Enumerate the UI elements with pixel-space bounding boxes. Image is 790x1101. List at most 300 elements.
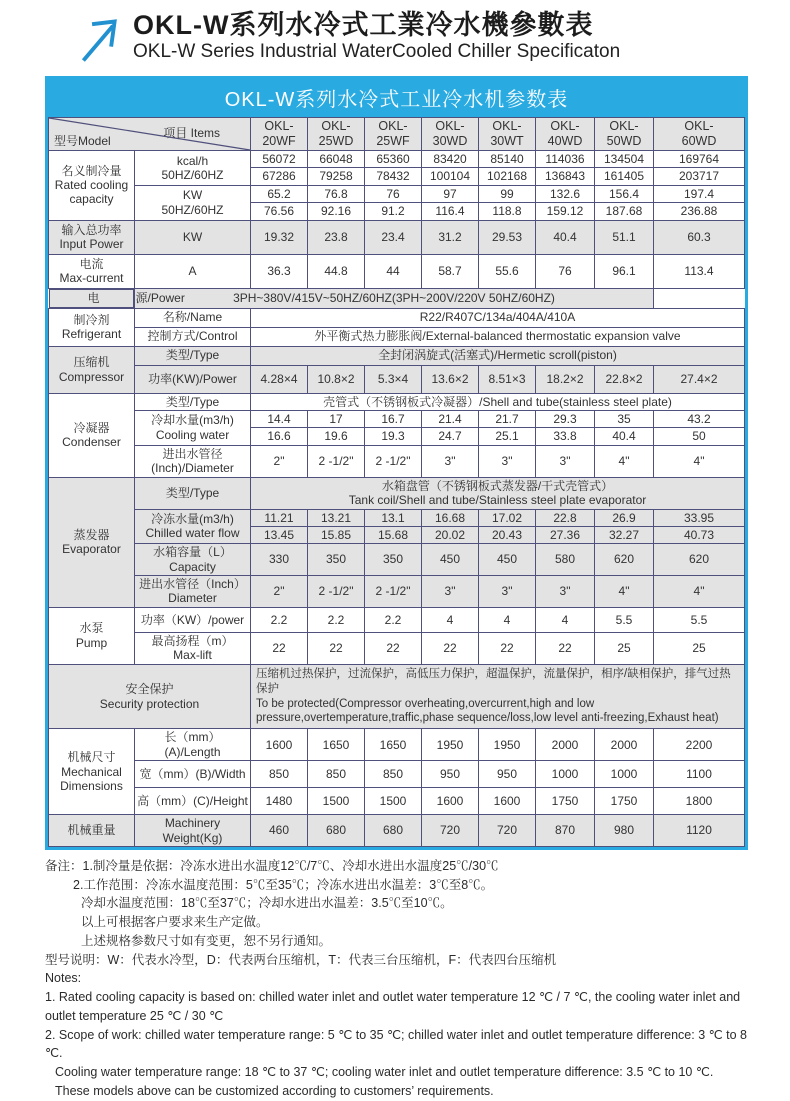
value-cell: 79258 bbox=[308, 168, 365, 185]
doc-title-english: OKL-W Series Industrial WaterCooled Chiller Specificaton bbox=[133, 41, 621, 63]
label-line2: (Inch)/Diameter bbox=[151, 461, 234, 476]
model-line2: 30WT bbox=[490, 134, 524, 148]
value-cell: 25 bbox=[654, 632, 745, 664]
group-label-cn: 制冷剂 bbox=[73, 312, 110, 327]
value-cell: 1750 bbox=[536, 788, 595, 815]
value-cell: 680 bbox=[365, 815, 422, 847]
power-supply-value: 3PH~380V/415V~50HZ/60HZ(3PH~200V/220V 50HZ/60HZ) bbox=[135, 288, 654, 308]
value-cell: 680 bbox=[308, 815, 365, 847]
value-cell: 197.4 bbox=[654, 185, 745, 202]
value-cell: 76.56 bbox=[251, 203, 308, 220]
value-cell: 56072 bbox=[251, 151, 308, 168]
value-cell: 850 bbox=[365, 761, 422, 788]
value-cell: 22 bbox=[479, 632, 536, 664]
note-cn-4: 以上可根据客户要求来生产定做。 bbox=[81, 915, 269, 930]
value-cell: 136843 bbox=[536, 168, 595, 185]
note-cn-2: 2.工作范围：冷冻水温度范围：5℃至35℃；冷冻水进出水温差：3℃至8℃。 bbox=[73, 877, 494, 892]
note-cn-3: 冷却水温度范围：18℃至37℃；冷却水进出水温差：3.5℃至10℃。 bbox=[81, 896, 453, 911]
model-line1: OKL- bbox=[321, 119, 351, 133]
model-line2: 50WD bbox=[606, 134, 642, 148]
table-row bbox=[49, 393, 745, 410]
model-header bbox=[479, 118, 536, 151]
value-cell: 35 bbox=[595, 410, 654, 427]
table-row bbox=[49, 544, 745, 576]
value-cell: 50 bbox=[654, 428, 745, 445]
table-row bbox=[49, 664, 745, 729]
value-cell: 25.1 bbox=[479, 428, 536, 445]
value-cell: 4 bbox=[479, 607, 536, 632]
model-line1: OKL- bbox=[684, 119, 714, 133]
note-cn-5: 上述规格参数尺寸如有变更，恕不另行通知。 bbox=[81, 933, 332, 948]
model-header bbox=[251, 118, 308, 151]
group-condenser bbox=[49, 393, 135, 477]
value-cell: 2 -1/2" bbox=[308, 445, 365, 477]
value-cell: 27.4×2 bbox=[654, 365, 745, 393]
label-line2: Capacity bbox=[169, 559, 216, 574]
group-label-en: Mechanical Dimensions bbox=[60, 764, 123, 793]
label-refrigerant-name: 名称/Name bbox=[135, 308, 251, 327]
table-row bbox=[49, 365, 745, 393]
group-refrigerant bbox=[49, 308, 135, 346]
unit-label: KW bbox=[182, 188, 203, 203]
group-label-cn: 输入总功率 bbox=[61, 222, 122, 237]
value-cell: 2 -1/2" bbox=[365, 576, 422, 608]
table-row bbox=[49, 151, 745, 168]
label-max-lift bbox=[135, 632, 251, 664]
label-evaporator-pipe bbox=[135, 576, 251, 608]
value-cell: 450 bbox=[479, 544, 536, 576]
model-line2: 20WF bbox=[262, 134, 296, 148]
table-row bbox=[49, 346, 745, 365]
value-cell: 2200 bbox=[654, 729, 745, 761]
table-row bbox=[49, 788, 745, 815]
value-cell: 870 bbox=[536, 815, 595, 847]
value-cell: 44 bbox=[365, 254, 422, 288]
freq-label: 50HZ/60HZ bbox=[161, 167, 224, 182]
value-cell: 187.68 bbox=[595, 203, 654, 220]
table-row bbox=[49, 761, 745, 788]
value-cell: 40.4 bbox=[536, 220, 595, 254]
group-label-cn: 冷凝器 bbox=[73, 420, 110, 435]
label-compressor-power: 功率(KW)/Power bbox=[135, 365, 251, 393]
value-cell: 4" bbox=[595, 445, 654, 477]
note-cn-6: 型号说明：W：代表水冷型，D：代表两台压缩机，T：代表三台压缩机，F：代表四台压缩机 bbox=[45, 952, 557, 967]
table-row bbox=[49, 477, 745, 509]
value-cell: 33.95 bbox=[654, 509, 745, 526]
label-line1: 进出水管径 bbox=[162, 446, 223, 461]
value-cell: 58.7 bbox=[422, 254, 479, 288]
value-cell: 1500 bbox=[365, 788, 422, 815]
label-line1: 冷冻水量(m3/h) bbox=[151, 512, 234, 527]
value-cell: 5.5 bbox=[595, 607, 654, 632]
value-cell: 76.8 bbox=[308, 185, 365, 202]
group-label-cn: 蒸发器 bbox=[73, 527, 110, 542]
value-cell: 14.4 bbox=[251, 410, 308, 427]
label-kw bbox=[135, 185, 251, 220]
group-label-cn: 压缩机 bbox=[73, 355, 110, 370]
refrigerant-name-value: R22/R407C/134a/404A/410A bbox=[251, 308, 745, 327]
value-cell: 22 bbox=[536, 632, 595, 664]
value-cell: 16.7 bbox=[365, 410, 422, 427]
value-cell: 2 -1/2" bbox=[365, 445, 422, 477]
value-cell: 3" bbox=[479, 445, 536, 477]
value-cell: 4" bbox=[595, 576, 654, 608]
value-cell: 1600 bbox=[251, 729, 308, 761]
doc-titles bbox=[133, 10, 748, 64]
value-cell: 23.8 bbox=[308, 220, 365, 254]
type-value-cn: 水箱盘管（不锈钢板式蒸发器/干式壳管式） bbox=[381, 478, 614, 493]
table-row bbox=[49, 118, 745, 151]
model-line1: OKL- bbox=[435, 119, 465, 133]
group-label-cn: 水泵 bbox=[79, 621, 104, 636]
value-cell: 2.2 bbox=[308, 607, 365, 632]
value-cell: 19.3 bbox=[365, 428, 422, 445]
value-cell: 116.4 bbox=[422, 203, 479, 220]
label-line1: 冷却水量(m3/h) bbox=[151, 413, 234, 428]
value-cell: 1000 bbox=[595, 761, 654, 788]
label-condenser-type: 类型/Type bbox=[135, 393, 251, 410]
value-cell: 31.2 bbox=[422, 220, 479, 254]
value-cell: 99 bbox=[479, 185, 536, 202]
label-line1: 最高扬程（m） bbox=[151, 633, 234, 648]
group-label-en: Pump bbox=[75, 635, 108, 650]
model-line1: OKL- bbox=[550, 119, 580, 133]
table-row bbox=[49, 576, 745, 608]
value-cell: 950 bbox=[479, 761, 536, 788]
table-row bbox=[49, 410, 745, 427]
value-cell: 850 bbox=[308, 761, 365, 788]
value-cell: 19.6 bbox=[308, 428, 365, 445]
value-cell: 720 bbox=[479, 815, 536, 847]
value-cell: 118.8 bbox=[479, 203, 536, 220]
power-label-en: 源/Power bbox=[135, 290, 185, 305]
group-compressor bbox=[49, 346, 135, 393]
value-cell: 24.7 bbox=[422, 428, 479, 445]
corner-model-label: 型号Model bbox=[54, 133, 111, 148]
notes-section bbox=[45, 857, 748, 1101]
value-cell: 236.88 bbox=[654, 203, 745, 220]
label-refrigerant-control: 控制方式/Control bbox=[135, 327, 251, 346]
label-line2: Diameter bbox=[168, 591, 217, 606]
group-security-protection bbox=[49, 664, 251, 729]
evaporator-type-value bbox=[251, 477, 745, 509]
value-cell: 3" bbox=[479, 576, 536, 608]
table-row bbox=[49, 509, 745, 526]
label-evaporator-type: 类型/Type bbox=[135, 477, 251, 509]
value-cell: 11.21 bbox=[251, 509, 308, 526]
value-cell: 13.1 bbox=[365, 509, 422, 526]
value-cell: 13.21 bbox=[308, 509, 365, 526]
value-cell: 113.4 bbox=[654, 254, 745, 288]
value-cell: 460 bbox=[251, 815, 308, 847]
value-cell: 100104 bbox=[422, 168, 479, 185]
value-cell: 55.6 bbox=[479, 254, 536, 288]
value-cell: 3" bbox=[536, 576, 595, 608]
value-cell: 26.9 bbox=[595, 509, 654, 526]
table-row bbox=[49, 445, 745, 477]
label-line1: 水箱容量（L） bbox=[153, 545, 232, 560]
model-header bbox=[422, 118, 479, 151]
value-cell: 65360 bbox=[365, 151, 422, 168]
compressor-type-value: 全封闭涡旋式(活塞式)/Hermetic scroll(piston) bbox=[251, 346, 745, 365]
model-line2: 25WD bbox=[318, 134, 354, 148]
value-cell: 2000 bbox=[536, 729, 595, 761]
model-line1: OKL- bbox=[492, 119, 522, 133]
label-tank-capacity bbox=[135, 544, 251, 576]
value-cell: 2000 bbox=[595, 729, 654, 761]
value-cell: 156.4 bbox=[595, 185, 654, 202]
value-cell: 19.32 bbox=[251, 220, 308, 254]
model-line1: OKL- bbox=[378, 119, 408, 133]
table-row bbox=[49, 288, 745, 308]
value-cell: 36.3 bbox=[251, 254, 308, 288]
value-cell: 76 bbox=[536, 254, 595, 288]
group-label-cn: 名义制冷量 bbox=[61, 163, 122, 178]
group-label-en: Input Power bbox=[59, 237, 124, 252]
note-en-1: 1. Rated cooling capacity is based on: chilled water inlet and outlet water temperature 12 ℃ / 7 ℃, the cooling water inlet and outlet temperature 25 ℃ / 30 ℃ bbox=[45, 990, 741, 1023]
value-cell: 8.51×3 bbox=[479, 365, 536, 393]
model-header bbox=[365, 118, 422, 151]
group-label-en: Refrigerant bbox=[61, 327, 122, 342]
doc-header bbox=[45, 10, 748, 64]
value-cell: 51.1 bbox=[595, 220, 654, 254]
spec-table-frame bbox=[45, 76, 748, 850]
table-row bbox=[49, 815, 745, 847]
table-row bbox=[49, 632, 745, 664]
value-cell: 44.8 bbox=[308, 254, 365, 288]
condenser-type-value: 壳管式（不锈钢板式冷凝器）/Shell and tube(stainless steel plate) bbox=[251, 393, 745, 410]
group-mechanical-dimensions bbox=[49, 729, 135, 815]
label-condenser-pipe bbox=[135, 445, 251, 477]
value-cell: 65.2 bbox=[251, 185, 308, 202]
value-cell: 1500 bbox=[308, 788, 365, 815]
corner-cell bbox=[49, 118, 251, 151]
value-cell: 1000 bbox=[536, 761, 595, 788]
model-header bbox=[595, 118, 654, 151]
value-cell: 1120 bbox=[654, 815, 745, 847]
label-line1: 进出水管径（Inch） bbox=[139, 577, 246, 592]
value-cell: 22.8 bbox=[536, 509, 595, 526]
value-cell: 33.8 bbox=[536, 428, 595, 445]
security-text-en: To be protected(Compressor overheating,overcurrent,high and low pressure,overtemperature,traffic,phase sequence/loss,low level anti-freezing,Exhaust heat) bbox=[256, 697, 719, 725]
value-cell: 1800 bbox=[654, 788, 745, 815]
group-label-en: Evaporator bbox=[62, 542, 121, 557]
note-en-3: Cooling water temperature range: 18 ℃ to 37 ℃; cooling water inlet and outlet temperature difference: 3.5 ℃ to 10 ℃. bbox=[55, 1065, 714, 1080]
table-title-bar: OKL-W系列水冷式工业冷水机参数表 bbox=[48, 79, 745, 117]
value-cell: 4.28×4 bbox=[251, 365, 308, 393]
value-cell: 2.2 bbox=[365, 607, 422, 632]
value-cell: 5.3×4 bbox=[365, 365, 422, 393]
value-cell: 4 bbox=[422, 607, 479, 632]
freq-label: 50HZ/60HZ bbox=[161, 202, 224, 217]
value-cell: 17.02 bbox=[479, 509, 536, 526]
value-cell: 620 bbox=[595, 544, 654, 576]
note-en-0: Notes: bbox=[45, 971, 82, 986]
value-cell: 29.3 bbox=[536, 410, 595, 427]
label-cooling-water bbox=[135, 410, 251, 445]
value-cell: 17 bbox=[308, 410, 365, 427]
table-row bbox=[49, 185, 745, 202]
value-cell: 23.4 bbox=[365, 220, 422, 254]
label-compressor-type: 类型/Type bbox=[135, 346, 251, 365]
value-cell: 330 bbox=[251, 544, 308, 576]
value-cell: 4" bbox=[654, 445, 745, 477]
model-line2: 40WD bbox=[547, 134, 583, 148]
table-row bbox=[49, 308, 745, 327]
value-cell: 32.27 bbox=[595, 526, 654, 543]
group-label-en: Condenser bbox=[62, 435, 121, 450]
value-cell: 720 bbox=[422, 815, 479, 847]
table-row bbox=[49, 254, 745, 288]
value-cell: 22 bbox=[365, 632, 422, 664]
value-cell: 22 bbox=[422, 632, 479, 664]
value-cell: 85140 bbox=[479, 151, 536, 168]
value-cell: 1600 bbox=[422, 788, 479, 815]
value-cell: 1750 bbox=[595, 788, 654, 815]
table-row bbox=[49, 607, 745, 632]
group-input-power bbox=[49, 220, 135, 254]
note-en-2: 2. Scope of work: chilled water temperature range: 5 ℃ to 35 ℃; chilled water inlet and outlet temperature difference: 3 ℃ to 8 ℃. bbox=[45, 1027, 747, 1061]
value-cell: 92.16 bbox=[308, 203, 365, 220]
value-cell: 15.68 bbox=[365, 526, 422, 543]
value-cell: 2 -1/2" bbox=[308, 576, 365, 608]
value-cell: 97 bbox=[422, 185, 479, 202]
value-cell: 132.6 bbox=[536, 185, 595, 202]
label-weight: Machinery Weight(Kg) bbox=[135, 815, 251, 847]
table-row bbox=[49, 729, 745, 761]
model-line2: 25WF bbox=[376, 134, 410, 148]
label-line2: Cooling water bbox=[155, 427, 230, 442]
value-cell: 83420 bbox=[422, 151, 479, 168]
value-cell: 1100 bbox=[654, 761, 745, 788]
label-height: 高（mm）(C)/Height bbox=[135, 788, 251, 815]
label-line2: Chilled water flow bbox=[145, 526, 240, 541]
value-cell: 3" bbox=[536, 445, 595, 477]
security-protection-value bbox=[251, 664, 745, 729]
value-cell: 1650 bbox=[365, 729, 422, 761]
group-label-en: Max-current bbox=[59, 271, 124, 286]
value-cell: 1600 bbox=[479, 788, 536, 815]
model-header bbox=[654, 118, 745, 151]
label-width: 宽（mm）(B)/Width bbox=[135, 761, 251, 788]
doc-title-chinese: OKL-W系列水冷式工業冷水機參數表 bbox=[133, 10, 594, 40]
model-line2: 30WD bbox=[432, 134, 468, 148]
value-cell: 22.8×2 bbox=[595, 365, 654, 393]
value-cell: 114036 bbox=[536, 151, 595, 168]
value-cell: 15.85 bbox=[308, 526, 365, 543]
value-cell: 2" bbox=[251, 445, 308, 477]
group-label-en: Compressor bbox=[58, 369, 125, 384]
value-cell: 22 bbox=[251, 632, 308, 664]
group-machinery-weight: 机械重量 bbox=[49, 815, 135, 847]
value-cell: 1950 bbox=[479, 729, 536, 761]
label-unit-kw: KW bbox=[135, 220, 251, 254]
value-cell: 21.7 bbox=[479, 410, 536, 427]
model-line1: OKL- bbox=[264, 119, 294, 133]
unit-label: kcal/h bbox=[176, 153, 209, 168]
group-label-cn: 机械尺寸 bbox=[67, 750, 116, 765]
value-cell: 2" bbox=[251, 576, 308, 608]
label-line2: Max-lift bbox=[173, 648, 212, 663]
power-label-cn: 电 bbox=[87, 290, 100, 305]
group-label-cn: 安全保护 bbox=[125, 682, 174, 697]
value-cell: 450 bbox=[422, 544, 479, 576]
label-unit-a: A bbox=[135, 254, 251, 288]
refrigerant-control-value: 外平衡式热力膨胀阀/External-balanced thermostatic expansion valve bbox=[251, 327, 745, 346]
value-cell: 1650 bbox=[308, 729, 365, 761]
value-cell: 96.1 bbox=[595, 254, 654, 288]
model-line2: 60WD bbox=[681, 134, 717, 148]
value-cell: 1950 bbox=[422, 729, 479, 761]
group-pump bbox=[49, 607, 135, 664]
value-cell: 16.6 bbox=[251, 428, 308, 445]
value-cell: 20.02 bbox=[422, 526, 479, 543]
value-cell: 16.68 bbox=[422, 509, 479, 526]
value-cell: 21.4 bbox=[422, 410, 479, 427]
value-cell: 203717 bbox=[654, 168, 745, 185]
arrow-logo-icon bbox=[73, 12, 125, 64]
value-cell: 850 bbox=[251, 761, 308, 788]
type-value-en: Tank coil/Shell and tube/Stainless steel plate evaporator bbox=[348, 493, 647, 508]
value-cell: 3" bbox=[422, 576, 479, 608]
label-kcal bbox=[135, 151, 251, 186]
value-cell: 78432 bbox=[365, 168, 422, 185]
corner-items-label: 项目 Items bbox=[163, 126, 220, 140]
value-cell: 43.2 bbox=[654, 410, 745, 427]
value-cell: 20.43 bbox=[479, 526, 536, 543]
value-cell: 60.3 bbox=[654, 220, 745, 254]
value-cell: 159.12 bbox=[536, 203, 595, 220]
value-cell: 66048 bbox=[308, 151, 365, 168]
note-cn-1: 备注：1.制冷量是依据：冷冻水进出水温度12℃/7℃、冷却水进出水温度25℃/30℃ bbox=[45, 858, 499, 873]
group-label-en: Rated cooling capacity bbox=[54, 178, 129, 207]
value-cell: 25 bbox=[595, 632, 654, 664]
value-cell: 76 bbox=[365, 185, 422, 202]
value-cell: 3" bbox=[422, 445, 479, 477]
label-length: 长（mm）(A)/Length bbox=[135, 729, 251, 761]
value-cell: 580 bbox=[536, 544, 595, 576]
value-cell: 980 bbox=[595, 815, 654, 847]
value-cell: 29.53 bbox=[479, 220, 536, 254]
value-cell: 2.2 bbox=[251, 607, 308, 632]
note-en-4: These models above can be customized according to customers’ requirements. bbox=[55, 1083, 494, 1098]
table-row bbox=[49, 220, 745, 254]
table-row bbox=[49, 327, 745, 346]
group-max-current bbox=[49, 254, 135, 288]
value-cell: 40.4 bbox=[595, 428, 654, 445]
group-evaporator bbox=[49, 477, 135, 607]
label-pump-power: 功率（KW）/power bbox=[135, 607, 251, 632]
label-power-supply bbox=[49, 289, 185, 308]
value-cell: 169764 bbox=[654, 151, 745, 168]
value-cell: 161405 bbox=[595, 168, 654, 185]
value-cell: 350 bbox=[308, 544, 365, 576]
value-cell: 620 bbox=[654, 544, 745, 576]
value-cell: 27.36 bbox=[536, 526, 595, 543]
value-cell: 10.8×2 bbox=[308, 365, 365, 393]
value-cell: 18.2×2 bbox=[536, 365, 595, 393]
model-header bbox=[536, 118, 595, 151]
security-text-cn: 压缩机过热保护，过流保护，高低压力保护，超温保护，流量保护，相序/缺相保护，排气过热保护 bbox=[256, 667, 731, 695]
value-cell: 950 bbox=[422, 761, 479, 788]
value-cell: 5.5 bbox=[654, 607, 745, 632]
value-cell: 4" bbox=[654, 576, 745, 608]
value-cell: 13.6×2 bbox=[422, 365, 479, 393]
model-header bbox=[308, 118, 365, 151]
value-cell: 134504 bbox=[595, 151, 654, 168]
value-cell: 67286 bbox=[251, 168, 308, 185]
value-cell: 350 bbox=[365, 544, 422, 576]
